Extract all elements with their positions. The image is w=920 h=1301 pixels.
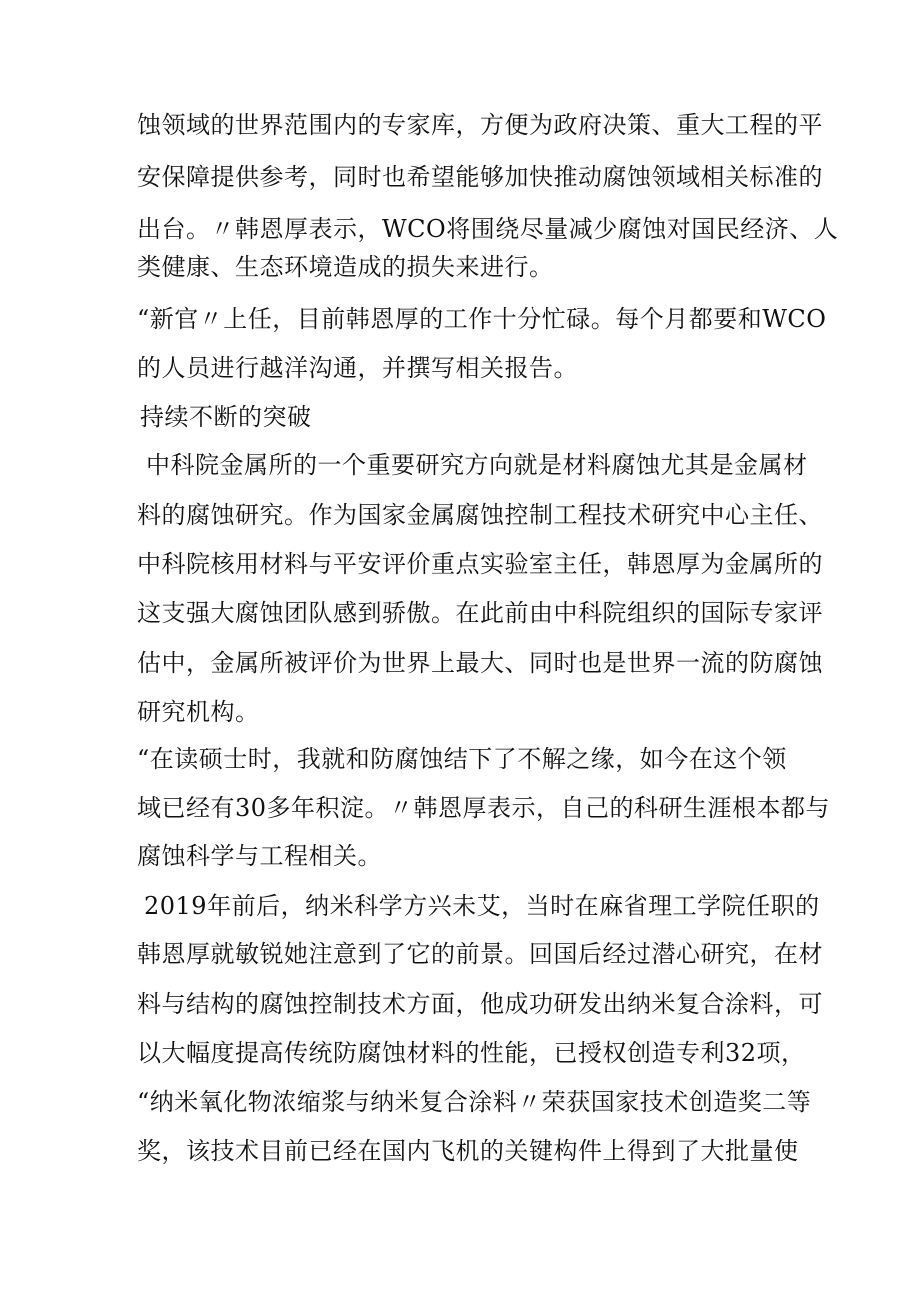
body-text-line: 韩恩厚就敏锐她注意到了它的前景。回国后经过潜心研究，在材 — [137, 940, 823, 968]
body-text-line: 蚀领域的世界范围内的专家库，方便为政府决策、重大工程的平 — [137, 111, 823, 139]
body-text-line: 以大幅度提高传统防腐蚀材料的性能，已授权创造专利32项， — [137, 1039, 806, 1067]
body-text-line: “纳米氧化物浓缩浆与纳米复合涂料〃荣获国家技术创造奖二等 — [137, 1088, 812, 1116]
body-text-line: 出台。〃韩恩厚表示，WCO将围绕尽量减少腐蚀对国民经济、人 — [137, 215, 839, 243]
body-text-line: 腐蚀科学与工程相关。 — [137, 842, 382, 870]
body-text-line: 的人员进行越洋沟通，并撰写相关报告。 — [137, 354, 578, 382]
body-text-line: 料的腐蚀研究。作为国家金属腐蚀控制工程技术研究中心主任、 — [137, 501, 823, 529]
body-text-line: “在读硕士时，我就和防腐蚀结下了不解之缘，如今在这个领 — [137, 745, 787, 773]
body-text-line: 估中，金属所被评价为世界上最大、同时也是世界一流的防腐蚀 — [137, 649, 823, 677]
body-text-line: 奖，该技术目前已经在国内飞机的关键构件上得到了大批量使 — [137, 1137, 799, 1165]
body-text-line: 中科院金属所的一个重要研究方向就是材料腐蚀尤其是金属材 — [146, 451, 808, 479]
body-text-line: 这支强大腐蚀团队感到骄傲。在此前由中科院组织的国际专家评 — [137, 599, 823, 627]
body-text-line: 类健康、生态环境造成的损失来进行。 — [137, 253, 554, 281]
body-text-line: 安保障提供参考，同时也希望能够加快推动腐蚀领域相关标准的 — [137, 163, 823, 191]
body-text-line: “新官〃上任，目前韩恩厚的工作十分忙碌。每个月都要和WCO — [137, 305, 827, 333]
section-heading: 持续不断的突破 — [140, 403, 312, 431]
body-text-line: 中科院核用材料与平安评价重点实验室主任，韩恩厚为金属所的 — [137, 550, 823, 578]
body-text-line: 域已经有30多年积淀。〃韩恩厚表示，自己的科研生涯根本都与 — [137, 794, 831, 822]
body-text-line: 研究机构。 — [137, 698, 260, 726]
body-text-line: 2019年前后，纳米科学方兴未艾，当时在麻省理工学院任职的 — [144, 892, 820, 920]
body-text-line: 料与结构的腐蚀控制技术方面，他成功研发出纳米复合涂料，可 — [137, 990, 823, 1018]
